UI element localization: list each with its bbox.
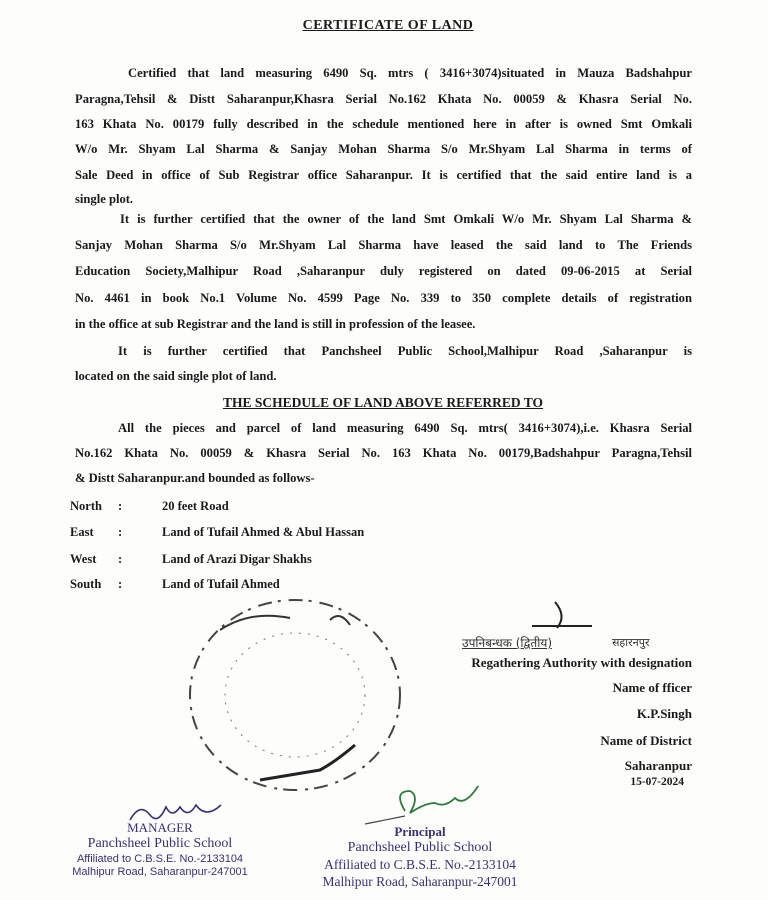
text-line: Certified that land measuring 6490 Sq. mtrs ( 3416+3074)situated in Mauza Badshahpur [128, 66, 692, 80]
district-label: Name of District [600, 733, 692, 748]
text-line: It is further certified that Panchsheel Public School,Malhipur Road ,Saharanpur is [118, 344, 692, 358]
hindi-stamp-line: उपनिबन्धक (द्वितीय) [462, 636, 553, 650]
principal-address: Malhipur Road, Saharanpur-247001 [322, 874, 518, 889]
schedule-heading: THE SCHEDULE OF LAND ABOVE REFERRED TO [222, 395, 544, 410]
text-line: 163 Khata No. 00179 fully described in the schedule mentioned here in after is owned Smt Omkali [75, 117, 692, 131]
boundary-value: Land of Tufail Ahmed [162, 577, 280, 591]
officer-label: Name of fficer [612, 680, 692, 695]
text-line: single plot. [75, 192, 134, 206]
boundary-label: East [70, 525, 94, 539]
manager-school: Panchsheel Public School [87, 836, 233, 851]
boundary-value: Land of Tufail Ahmed & Abul Hassan [162, 525, 365, 539]
hindi-stamp-city: सहारनपुर [612, 636, 650, 649]
text-line: No.162 Khata No. 00059 & Khasra Serial No. 163 Khata No. 00179,Badshahpur Paragna,Tehsil [75, 446, 692, 460]
issue-date: 15-07-2024 [630, 776, 684, 788]
boundary-label: North [70, 499, 102, 513]
text-line: Education Society,Malhipur Road ,Saharanpur duly registered on dated 09-06-2015 at Serial [75, 264, 692, 278]
text-line: located on the said single plot of land. [75, 369, 277, 383]
text-line: All the pieces and parcel of land measuring 6490 Sq. mtrs( 3416+3074),i.e. Khasra Serial [118, 421, 692, 435]
authority-signature [530, 598, 600, 634]
manager-affiliation: Affiliated to C.B.S.E. No.-2133104 [76, 853, 244, 865]
text-line: Paragna,Tehsil & Distt Saharanpur,Khasra Serial No.162 Khata No. 00059 & Khasra Serial No. [75, 92, 692, 106]
boundary-label: West [70, 552, 97, 566]
boundary-label: South [70, 577, 102, 591]
principal-title: Principal [394, 824, 446, 839]
boundary-value: Land of Arazi Digar Shakhs [162, 552, 312, 566]
certificate-page: CERTIFICATE OF LAND Certified that land measuring 6490 Sq. mtrs ( 3416+3074)situated in Mauza Badshahpur Paragna,Tehsil & Distt Saharanpur,Khasra Serial No.162 Khata No. 00059 & Khasra Serial No. 163 Khata No. 00179 fully described in the schedule mentioned here in after is owned Smt Omkali W/o Mr. Shyam Lal Sharma & Sanjay Mohan Sharma S/o Mr.Shyam Lal Sharma in terms of Sale Deed in office of Sub Registrar office Saharanpur. It is certified that the said entire land is a single plot. It is further certified that the owner of the land Smt Omkali W/o Mr. Shyam Lal Sharma & Sanjay Mohan Sharma S/o Mr.Shyam Lal Sharma have leased the said land to The Friends Education Society,Malhipur Road ,Saharanpur duly registered on dated 09-06-2015 at Serial No. 4461 in book No.1 Volume No. 4599 Page No. 339 to 350 complete details of registration in the office at sub Registrar and the land is still in profession of the leasee. It is further certified that Panchsheel Public School,Malhipur Road ,Saharanpur is located on the said single plot of land. THE SCHEDULE OF LAND ABOVE REFERRED TO All the pieces and parcel of land measuring 6490 Sq. mtrs( 3416+3074),i.e. Khasra Serial No.162 Khata No. 00059 & Khasra Serial No. 163 Khata No. 00179,Badshahpur Paragna,Tehsil & Distt Saharanpur.and bounded as follows- North : 20 feet Road East : Land of Tufail Ahmed & Abul Hassan West : Land of Arazi Digar Shakhs South : Land of Tufail Ahmed उपनिबन्धक (द्वितीय) सहारनपुर Regathering Authority with designation Name of fficer K.P.Singh Name of District Saharanpur 15-07-2024 MANAGER Panchsheel Public School Affiliated to C.B.S.E. No.-2133104 Malhipur Road, Saharanpur-247001 Principal Panchsheel Public School Affiliated to C.B.S.E. No.-2133104 Malhipur Road, Saharanpur-247001 [0, 0, 768, 900]
official-seal-stamp [180, 590, 420, 805]
text-line: W/o Mr. Shyam Lal Sharma & Sanjay Mohan Sharma S/o Mr.Shyam Lal Sharma in terms of [75, 142, 692, 156]
text-line: It is further certified that the owner of the land Smt Omkali W/o Mr. Shyam Lal Sharma & [120, 212, 692, 226]
manager-address: Malhipur Road, Saharanpur-247001 [72, 866, 248, 878]
text-line: Sale Deed in office of Sub Registrar office Saharanpur. It is certified that the said entire land is a [75, 168, 692, 182]
boundary-value: 20 feet Road [162, 499, 229, 513]
text-line: & Distt Saharanpur.and bounded as follows- [75, 471, 315, 485]
principal-signature [360, 786, 490, 826]
district-name: Saharanpur [624, 758, 692, 773]
designation-label: Regathering Authority with designation [471, 655, 692, 670]
text-line: in the office at sub Registrar and the land is still in profession of the leasee. [75, 317, 476, 331]
principal-school: Panchsheel Public School [347, 840, 493, 855]
text-line: No. 4461 in book No.1 Volume No. 4599 Page No. 339 to 350 complete details of registration [75, 291, 692, 305]
document-title: CERTIFICATE OF LAND [302, 18, 474, 33]
text-line: Sanjay Mohan Sharma S/o Mr.Shyam Lal Sharma have leased the said land to The Friends [75, 238, 692, 252]
principal-affiliation: Affiliated to C.B.S.E. No.-2133104 [324, 857, 516, 872]
officer-name: K.P.Singh [636, 706, 692, 721]
manager-title: MANAGER [127, 820, 193, 835]
